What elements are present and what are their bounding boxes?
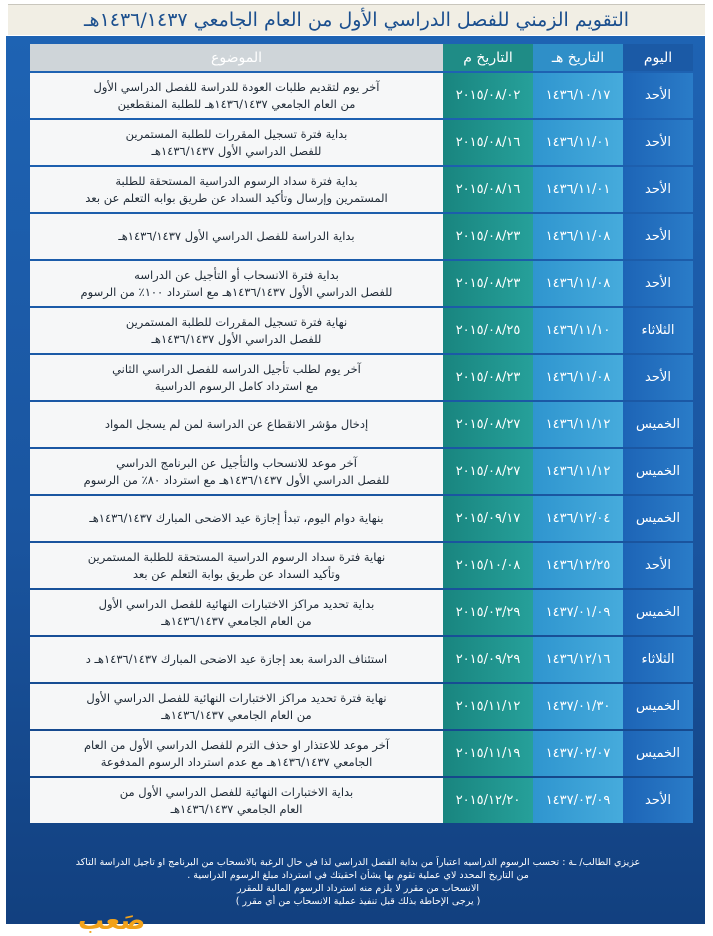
row-hijri-date: ١٤٣٧/٠١/٣٠ <box>533 684 623 729</box>
note-line: ( يرجى الإحاطة بذلك قبل تنفيذ عملية الانسحاب من أي مقرر ) <box>235 896 481 907</box>
table-row <box>30 120 693 165</box>
row-gregorian-date: ٢٠١٥/٠٣/٢٩ <box>443 590 533 635</box>
row-day: الخميس <box>623 731 693 776</box>
table-row <box>30 496 693 541</box>
row-hijri-date: ١٤٣٧/٠١/٠٩ <box>533 590 623 635</box>
row-hijri-date: ١٤٣٦/١١/٠٨ <box>533 355 623 400</box>
row-day: الأحد <box>623 778 693 823</box>
subject-line-2: العام الجامعي ١٤٣٦/١٤٣٧هـ <box>170 801 303 816</box>
row-subject <box>30 261 443 306</box>
table-row <box>30 449 693 494</box>
row-hijri-date: ١٤٣٦/١١/٠١ <box>533 120 623 165</box>
table-row <box>30 590 693 635</box>
header-gregorian-date: التاريخ م <box>443 44 533 71</box>
subject-line-1: آخر موعد للانسحاب والتأجيل عن البرنامج الدراسي <box>116 455 357 470</box>
row-subject <box>30 120 443 165</box>
row-day: الأحد <box>623 120 693 165</box>
table-row <box>30 778 693 823</box>
row-gregorian-date: ٢٠١٥/٠٨/٢٧ <box>443 402 533 447</box>
row-subject <box>30 355 443 400</box>
header-hijri-date: التاريخ هـ <box>533 44 623 71</box>
row-hijri-date: ١٤٣٦/١١/٠٨ <box>533 214 623 259</box>
row-hijri-date: ١٤٣٦/١١/٠٨ <box>533 261 623 306</box>
table-row <box>30 543 693 588</box>
row-subject <box>30 684 443 729</box>
subject-line-2: الجامعي ١٤٣٦/١٤٣٧هـ مع عدم استرداد الرسوم المدفوعة <box>100 754 373 769</box>
row-hijri-date: ١٤٣٦/١١/١٢ <box>533 449 623 494</box>
table-row <box>30 684 693 729</box>
row-gregorian-date: ٢٠١٥/١١/١٢ <box>443 684 533 729</box>
row-hijri-date: ١٤٣٦/١١/١٢ <box>533 402 623 447</box>
row-subject <box>30 778 443 823</box>
table-row <box>30 214 693 259</box>
row-gregorian-date: ٢٠١٥/١٠/٠٨ <box>443 543 533 588</box>
row-hijri-date: ١٤٣٦/١١/٠١ <box>533 167 623 212</box>
table-row <box>30 308 693 353</box>
table-row <box>30 355 693 400</box>
table-row <box>30 637 693 682</box>
row-day: الأحد <box>623 214 693 259</box>
row-gregorian-date: ٢٠١٥/١٢/٢٠ <box>443 778 533 823</box>
subject-line-2: من العام الجامعي ١٤٣٦/١٤٣٧هـ للطلبة المنقطعين <box>117 96 356 111</box>
subject-line-2: للفصل الدراسي الأول ١٤٣٦/١٤٣٧هـ <box>151 143 322 158</box>
calendar-table <box>30 42 693 825</box>
note-line: من التاريخ المحدد لاي عملية تقوم بها يشأن احقيتك في استرداد مبلغ الرسوم الدراسية . <box>187 870 529 881</box>
row-day: الأحد <box>623 543 693 588</box>
subject-line-1: نهاية فترة تحديد مراكز الاختبارات النهائية للفصل الدراسي الأول <box>86 690 387 705</box>
subject-line-2: من العام الجامعي ١٤٣٦/١٤٣٧هـ <box>161 707 312 722</box>
subject-line-1: بداية الدراسة للفصل الدراسي الأول ١٤٣٦/١٤٣٧هـ <box>118 229 355 243</box>
brand-logo: صَعب <box>78 906 146 936</box>
table-row <box>30 73 693 118</box>
subject-line-2: المستمرين وإرسال وتأكيد السداد عن طريق بوابه التعلم عن بعد <box>85 190 388 205</box>
row-hijri-date: ١٤٣٦/١١/١٠ <box>533 308 623 353</box>
subject-line-1: بداية تحديد مراكز الاختبارات النهائية للفصل الدراسي الأول <box>98 596 375 611</box>
row-day: الثلاثاء <box>623 637 693 682</box>
row-subject <box>30 308 443 353</box>
subject-line-1: بداية فترة تسجيل المقررات للطلبة المستمرين <box>125 126 348 141</box>
subject-line-1: بنهاية دوام اليوم، تبدأ إجازة عيد الاضحى المبارك ١٤٣٦/١٤٣٧هـ <box>89 511 384 525</box>
row-day: الأحد <box>623 355 693 400</box>
page-title: التقويم الزمني للفصل الدراسي الأول من العام الجامعي ١٤٣٦/١٤٣٧هـ <box>83 9 630 31</box>
row-day: الخميس <box>623 590 693 635</box>
row-subject <box>30 496 443 541</box>
table-row <box>30 731 693 776</box>
note-line: الانسحاب من مقرر لا يلزم منه استرداد الرسوم المالية للمقرر <box>236 883 480 894</box>
subject-line-1: استئناف الدراسة بعد إجازة عيد الاضحى المبارك ١٤٣٦/١٤٣٧هـ د <box>85 652 388 666</box>
row-hijri-date: ١٤٣٧/٠٣/٠٩ <box>533 778 623 823</box>
subject-line-2: للفصل الدراسي الأول ١٤٣٦/١٤٣٧هـ <box>151 331 322 346</box>
row-day: الثلاثاء <box>623 308 693 353</box>
row-gregorian-date: ٢٠١٥/٠٩/١٧ <box>443 496 533 541</box>
subject-line-1: آخر موعد للاعتذار او حذف الترم للفصل الدراسي الأول من العام <box>83 737 390 752</box>
subject-line-1: إدخال مؤشر الانقطاع عن الدراسة لمن لم يسجل المواد <box>104 417 369 431</box>
subject-line-1: آخر يوم لطلب تأجيل الدراسه للفصل الدراسي الثاني <box>112 361 361 376</box>
row-hijri-date: ١٤٣٦/١٢/١٦ <box>533 637 623 682</box>
row-subject <box>30 73 443 118</box>
row-gregorian-date: ٢٠١٥/٠٨/٢٣ <box>443 355 533 400</box>
row-subject <box>30 449 443 494</box>
subject-line-2: مع استرداد كامل الرسوم الدراسية <box>154 378 319 393</box>
row-gregorian-date: ٢٠١٥/٠٨/٢٣ <box>443 261 533 306</box>
row-gregorian-date: ٢٠١٥/٠٩/٢٩ <box>443 637 533 682</box>
row-day: الخميس <box>623 402 693 447</box>
table-row <box>30 261 693 306</box>
row-gregorian-date: ٢٠١٥/٠٨/٢٣ <box>443 214 533 259</box>
row-gregorian-date: ٢٠١٥/٠٨/١٦ <box>443 120 533 165</box>
row-subject <box>30 637 443 682</box>
row-subject <box>30 543 443 588</box>
row-hijri-date: ١٤٣٦/١٢/٢٥ <box>533 543 623 588</box>
header-row <box>30 44 693 71</box>
row-day: الأحد <box>623 167 693 212</box>
note-line: عزيزي الطالب/ ـة : تحسب الرسوم الدراسيه اعتباراً من بداية الفصل الدراسي لذا في حال الرغبة بالانسحاب من البرنامج او تاجيل الدراسة التاكد <box>75 857 641 868</box>
subject-line-2: للفصل الدراسي الأول ١٤٣٦/١٤٣٧هـ مع استرداد ١٠٠٪ من الرسوم <box>80 284 393 299</box>
row-subject <box>30 590 443 635</box>
title-bar <box>8 4 705 35</box>
row-subject <box>30 214 443 259</box>
subject-line-1: بداية فترة الانسحاب أو التأجيل عن الدراسه <box>134 267 339 282</box>
subject-line-2: للفصل الدراسي الأول ١٤٣٦/١٤٣٧هـ مع استرداد ٨٠٪ من الرسوم <box>83 472 390 487</box>
row-subject <box>30 167 443 212</box>
subject-line-1: نهاية فترة تسجيل المقررات للطلبة المستمرين <box>125 314 348 329</box>
header-day: اليوم <box>623 44 693 71</box>
row-hijri-date: ١٤٣٦/١٠/١٧ <box>533 73 623 118</box>
table-row <box>30 167 693 212</box>
row-day: الخميس <box>623 496 693 541</box>
row-day: الخميس <box>623 684 693 729</box>
notes-block <box>20 856 696 908</box>
row-day: الأحد <box>623 261 693 306</box>
row-gregorian-date: ٢٠١٥/١١/١٩ <box>443 731 533 776</box>
subject-line-1: بداية فترة سداد الرسوم الدراسية المستحقة للطلبة <box>115 173 358 188</box>
row-day: الخميس <box>623 449 693 494</box>
row-hijri-date: ١٤٣٧/٠٢/٠٧ <box>533 731 623 776</box>
row-gregorian-date: ٢٠١٥/٠٨/٠٢ <box>443 73 533 118</box>
row-gregorian-date: ٢٠١٥/٠٨/١٦ <box>443 167 533 212</box>
row-gregorian-date: ٢٠١٥/٠٨/٢٧ <box>443 449 533 494</box>
row-gregorian-date: ٢٠١٥/٠٨/٢٥ <box>443 308 533 353</box>
subject-line-1: آخر يوم لتقديم طلبات العودة للدراسة للفصل الدراسي الأول <box>93 79 380 94</box>
row-subject <box>30 731 443 776</box>
subject-line-1: نهاية فترة سداد الرسوم الدراسية المستحقة للطلبة المستمرين <box>87 549 386 564</box>
header-subject: الموضوع <box>30 44 443 71</box>
subject-line-1: بداية الاختبارات النهائية للفصل الدراسي الأول من <box>119 784 354 799</box>
subject-line-2: من العام الجامعي ١٤٣٦/١٤٣٧هـ <box>161 613 312 628</box>
row-subject <box>30 402 443 447</box>
row-day: الأحد <box>623 73 693 118</box>
subject-line-2: وتأكيد السداد عن طريق بوابة التعلم عن بعد <box>132 566 341 581</box>
calendar-frame <box>6 36 705 936</box>
table-row <box>30 402 693 447</box>
row-hijri-date: ١٤٣٦/١٢/٠٤ <box>533 496 623 541</box>
